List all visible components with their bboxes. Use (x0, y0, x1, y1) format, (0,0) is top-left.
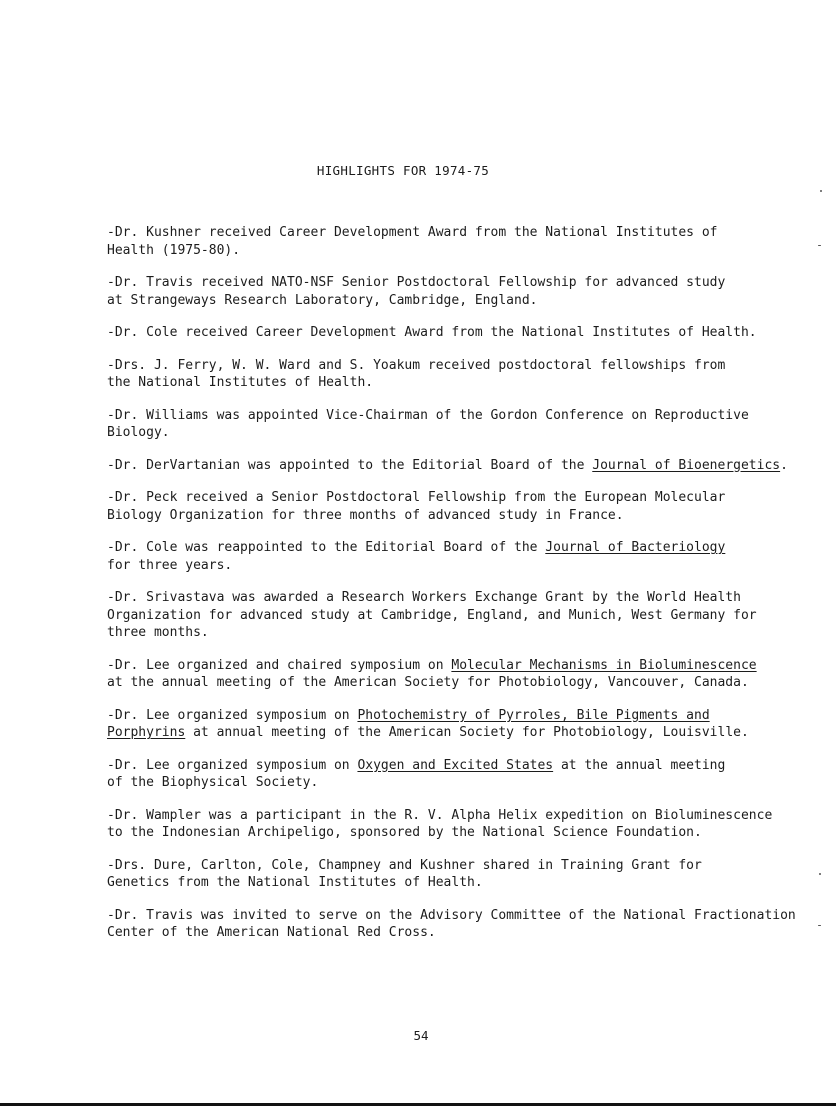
item-text: at annual meeting of the American Society for Photobiology, Louisville. (185, 725, 749, 740)
underlined-title: Molecular Mechanisms in Bioluminescence (451, 657, 757, 673)
highlight-item (107, 657, 831, 692)
item-text: . (780, 457, 788, 473)
scan-speck (820, 190, 822, 192)
item-text: -Dr. Kushner received Career Development Award from the National Institutes of Health (1975-80). (107, 225, 718, 258)
item-text: -Drs. J. Ferry, W. W. Ward and S. Yoakum received postdoctoral fellowships from the National Institutes of Health. (107, 357, 726, 390)
highlight-item (107, 457, 831, 475)
highlight-item (107, 589, 831, 642)
item-text: -Dr. Travis was invited to serve on the Advisory Committee of the National Fractionation Center of the American National Red Cross. (107, 907, 796, 940)
highlight-item (107, 274, 831, 309)
item-text: -Dr. Cole received Career Development Award from the National Institutes of Health. (107, 325, 757, 340)
underlined-title: Journal of Bioenergetics (592, 457, 781, 473)
item-text: -Dr. Srivastava was awarded a Research Workers Exchange Grant by the World Health Organization for advanced study at Cambridge, England, and Munich, West Germany for three months. (107, 590, 757, 640)
item-text: -Dr. Lee organized symposium on (107, 757, 358, 773)
highlight-item (107, 324, 831, 342)
item-text: -Dr. Lee organized symposium on (107, 707, 358, 723)
scan-speck (818, 245, 821, 246)
highlight-item (107, 489, 831, 524)
item-text: -Dr. Lee organized and chaired symposium on (107, 657, 452, 673)
scan-speck (818, 925, 821, 926)
highlight-item (107, 707, 831, 742)
item-text: -Dr. DerVartanian was appointed to the Editorial Board of the (107, 457, 593, 473)
highlights-list (107, 224, 831, 957)
item-text: at the annual meeting of the Biophysical Society. (107, 757, 726, 790)
page-title: HIGHLIGHTS FOR 1974-75 (316, 163, 490, 178)
page-number: 54 (413, 1028, 429, 1043)
highlight-item (107, 357, 831, 392)
highlight-item (107, 807, 831, 842)
underlined-title: Photochemistry of Pyrroles, Bile Pigments and Porphyrins (107, 707, 710, 740)
underlined-title: Journal of Bacteriology (545, 540, 726, 555)
item-text: -Dr. Peck received a Senior Postdoctoral Fellowship from the European Molecular Biology Organization for three months of advanced study in France. (107, 490, 726, 523)
highlight-item (107, 757, 831, 792)
highlight-item (107, 224, 831, 259)
highlight-item (107, 539, 831, 574)
item-text: at the annual meeting of the American Society for Photobiology, Vancouver, Canada. (107, 675, 749, 690)
item-text: for three years. (107, 557, 233, 573)
item-text: -Dr. Wampler was a participant in the R. V. Alpha Helix expedition on Bioluminescence to the Indonesian Archipeligo, sponsored by the National Science Foundation. (107, 807, 773, 840)
highlight-item (107, 907, 831, 942)
item-text: -Dr. Williams was appointed Vice-Chairman of the Gordon Conference on Reproductive Biology. (107, 407, 749, 440)
underlined-title: Oxygen and Excited States (357, 757, 554, 773)
scan-speck (819, 873, 821, 875)
highlight-item (107, 857, 831, 892)
item-text: -Drs. Dure, Carlton, Cole, Champney and Kushner shared in Training Grant for Genetics from the National Institutes of Health. (107, 857, 702, 890)
item-text: -Dr. Cole was reappointed to the Editorial Board of the (107, 540, 546, 555)
item-text: -Dr. Travis received NATO-NSF Senior Postdoctoral Fellowship for advanced study at Strangeways Research Laboratory, Cambridge, England. (107, 275, 726, 308)
highlight-item (107, 407, 831, 442)
